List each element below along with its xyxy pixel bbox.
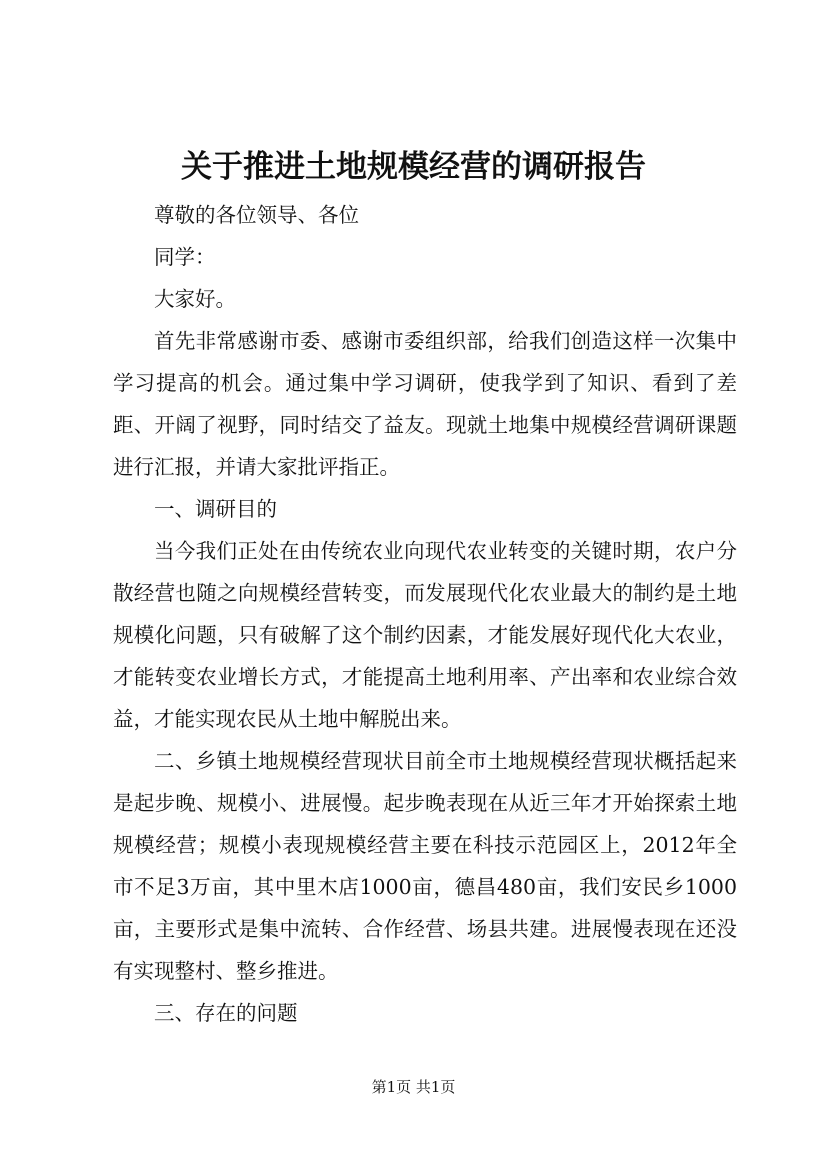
section-heading-1: 一、调研目的 (154, 497, 277, 521)
greeting: 大家好。 (154, 287, 236, 311)
section-heading-3: 三、存在的问题 (154, 1001, 298, 1025)
section-1-paragraph: 当今我们正处在由传统农业向现代农业转变的关键时期，农户分散经营也随之向规模经营转变，而发展现代化农业最大的制约是土地规模化问题，只有破解了这个制约因素，才能发展好现代化大农业，才能转变农业增长方式，才能提高土地利用率、产出率和农业综合效益，才能实现农民从土地中解脱出来。 (113, 539, 737, 731)
section-2-paragraph: 二、乡镇土地规模经营现状目前全市土地规模经营现状概括起来是起步晚、规模小、进展慢。起步晚表现在从近三年才开始探索土地规模经营；规模小表现规模经营主要在科技示范园区上，2012年全市不足3万亩，其中里木店1000亩，德昌480亩，我们安民乡1000亩，主要形式是集中流转、合作经营、场县共建。进展慢表现在还没有实现整村、整乡推进。 (113, 749, 737, 983)
intro-paragraph: 首先非常感谢市委、感谢市委组织部，给我们创造这样一次集中学习提高的机会。通过集中学习调研，使我学到了知识、看到了差距、开阔了视野，同时结交了益友。现就土地集中规模经营调研课题进行汇报，并请大家批评指正。 (113, 329, 737, 479)
salutation-line-1: 尊敬的各位领导、各位 (154, 203, 359, 227)
document-body (113, 194, 737, 1034)
page-footer: 第1页 共1页 (371, 1078, 456, 1096)
salutation-line-2: 同学： (154, 245, 216, 269)
document-title: 关于推进土地规模经营的调研报告 (181, 149, 646, 185)
